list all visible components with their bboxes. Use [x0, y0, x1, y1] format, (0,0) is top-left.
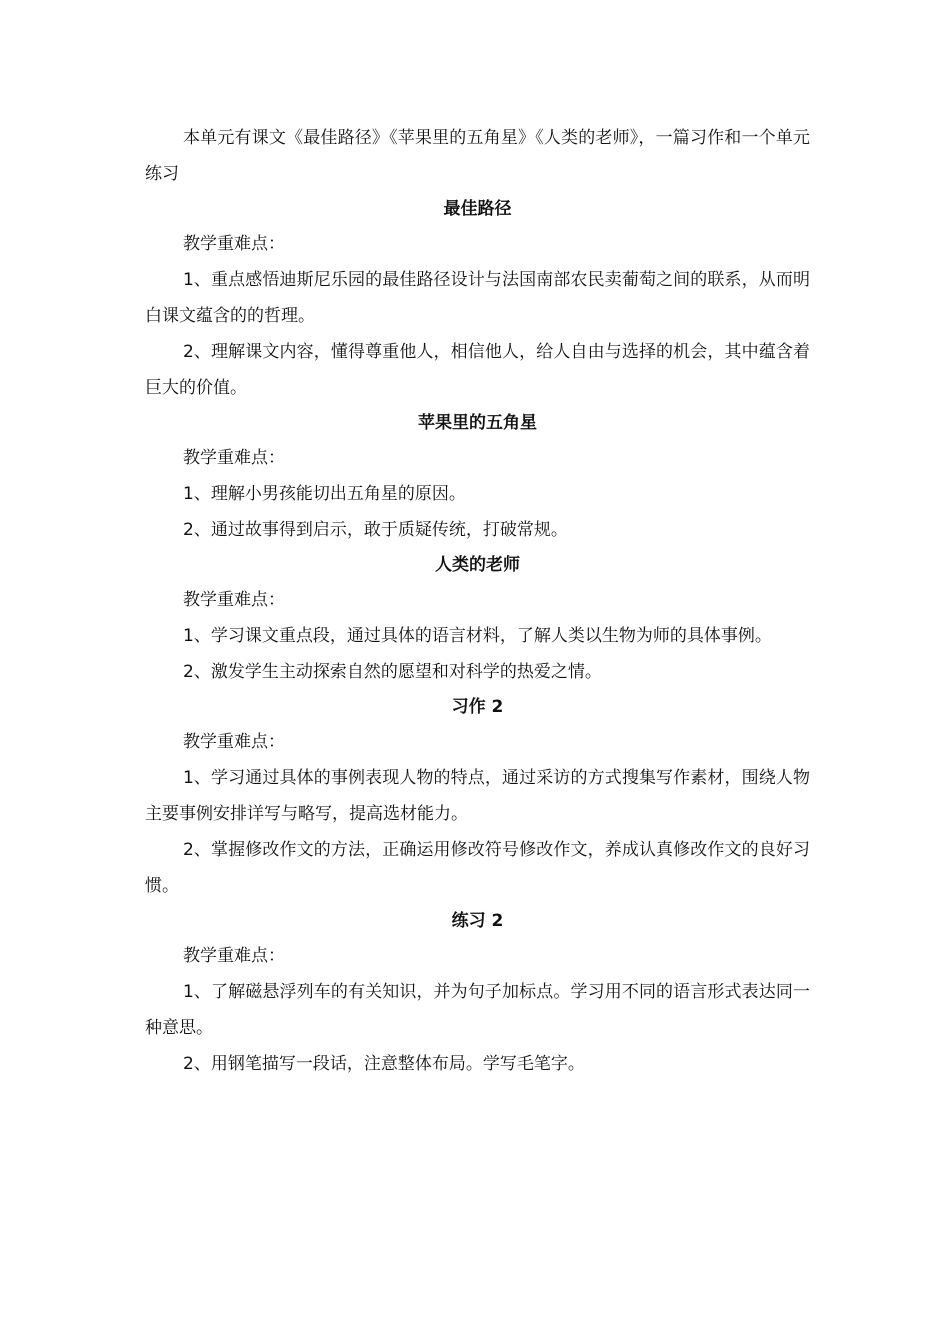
section-item: 2、理解课文内容，懂得尊重他人，相信他人，给人自由与选择的机会，其中蕴含着巨大的价值。: [145, 342, 810, 398]
section-label: 教学重难点：: [183, 234, 285, 254]
section-item: 1、了解磁悬浮列车的有关知识，并为句子加标点。学习用不同的语言形式表达同一种意思。: [145, 982, 810, 1038]
section-item: 1、理解小男孩能切出五角星的原因。: [183, 484, 466, 504]
section-label: 教学重难点：: [183, 590, 285, 610]
section-human-teacher: [145, 548, 810, 690]
section-title: 习作 2: [451, 697, 504, 717]
section-exercise-2: [145, 904, 810, 1082]
section-label: 教学重难点：: [183, 448, 285, 468]
section-item: 1、学习课文重点段，通过具体的语言材料，了解人类以生物为师的具体事例。: [183, 626, 772, 646]
section-item: 2、激发学生主动探索自然的愿望和对科学的热爱之情。: [183, 662, 602, 682]
intro-paragraph: 本单元有课文《最佳路径》《苹果里的五角星》《人类的老师》，一篇习作和一个单元练习: [145, 128, 810, 184]
section-item: 2、用钢笔描写一段话，注意整体布局。学写毛笔字。: [183, 1054, 585, 1074]
section-title: 最佳路径: [443, 199, 512, 219]
section-composition-2: [145, 690, 810, 904]
section-best-path: [145, 192, 810, 406]
section-label: 教学重难点：: [183, 946, 285, 966]
section-label: 教学重难点：: [183, 732, 285, 752]
section-item: 2、掌握修改作文的方法，正确运用修改符号修改作文，养成认真修改作文的良好习惯。: [145, 840, 810, 896]
section-item: 1、学习通过具体的事例表现人物的特点，通过采访的方式搜集写作素材，围绕人物主要事例安排详写与略写，提高选材能力。: [145, 768, 810, 824]
section-apple-star: [145, 406, 810, 548]
section-title: 苹果里的五角星: [418, 413, 537, 433]
section-title: 练习 2: [451, 911, 504, 931]
document-body: [145, 120, 810, 1082]
section-item: 2、通过故事得到启示，敢于质疑传统，打破常规。: [183, 520, 568, 540]
section-item: 1、重点感悟迪斯尼乐园的最佳路径设计与法国南部农民卖葡萄之间的联系，从而明白课文蕴含的的哲理。: [145, 270, 810, 326]
section-title: 人类的老师: [435, 555, 520, 575]
